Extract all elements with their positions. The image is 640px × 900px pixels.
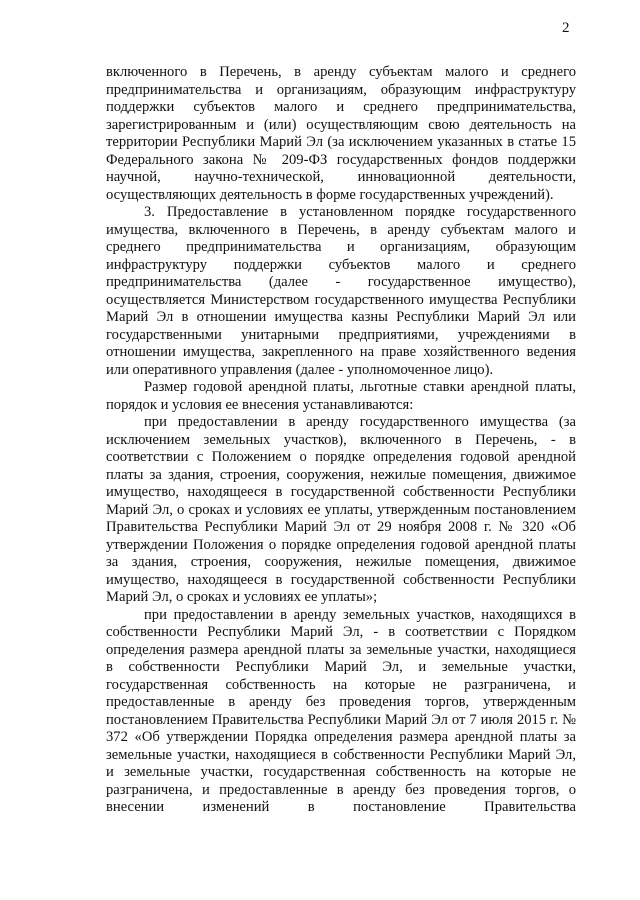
- paragraph-3-property-provision: 3. Предоставление в установленном порядке государственного имущества, включенного в Перечень, в аренду субъектам малого и среднего предпринимательства и организациям, образующим инфраструктуру поддержки субъектов малого и среднего предпринимательства (далее - государственное имущество), осуществляется Министерством государственного имущества Республики Марий Эл в отношении имущества казны Республики Марий Эл или государственными унитарными предприятиями, учреждениями в отношении имущества, закрепленного на праве хозяйственного ведения или оперативного управления (далее - уполномоченное лицо).: [106, 204, 576, 378]
- paragraph-state-property-rent: при предоставлении в аренду государственного имущества (за исключением земельных участков), включенного в Перечень, - в соответствии с Положением о порядке определения годовой арендной платы за здания, строения, сооружения, нежилые помещения, движимое имущество, находящееся в государственной собственности Республики Марий Эл, о сроках и условиях ее уплаты, утвержденным постановлением Правительства Республики Марий Эл от 29 ноября 2008 г. № 320 «Об утверждении Положения о порядке определения годовой арендной платы за здания, строения, сооружения, нежилые помещения, движимое имущество, находящееся в государственной собственности Республики Марий Эл, о сроках и условиях ее уплаты»;: [106, 414, 576, 605]
- paragraph-lease-eligibility: включенного в Перечень, в аренду субъектам малого и среднего предпринимательства и организациям, образующим инфраструктуру поддержки субъектов малого и среднего предпринимательства, зарегистрированным и (или) осуществляющим свою деятельность на территории Республики Марий Эл (за исключением указанных в статье 15 Федерального закона № 209-ФЗ государственных фондов поддержки научной, научно-технической, инновационной деятельности, осуществляющих деятельность в форме государственных учреждений).: [106, 64, 576, 203]
- page-number: 2: [562, 20, 570, 36]
- document-body: [106, 64, 576, 817]
- paragraph-rent-terms-intro: Размер годовой арендной платы, льготные ставки арендной платы, порядок и условия ее внесения устанавливаются:: [106, 379, 576, 413]
- paragraph-land-plot-rent: при предоставлении в аренду земельных участков, находящихся в собственности Республики Марий Эл, - в соответствии с Порядком определения размера арендной платы за земельные участки, находящиеся в собственности Республики Марий Эл, и земельные участки, государственная собственность на которые не разграничена, и предоставленные в аренду без проведения торгов, утвержденным постановлением Правительства Республики Марий Эл от 7 июля 2015 г. № 372 «Об утверждении Порядка определения размера арендной платы за земельные участки, находящиеся в собственности Республики Марий Эл, и земельные участки, государственная собственность на которые не разграничена, и предоставленные в аренду без проведения торгов, о внесении изменений в постановление Правительства: [106, 606, 576, 815]
